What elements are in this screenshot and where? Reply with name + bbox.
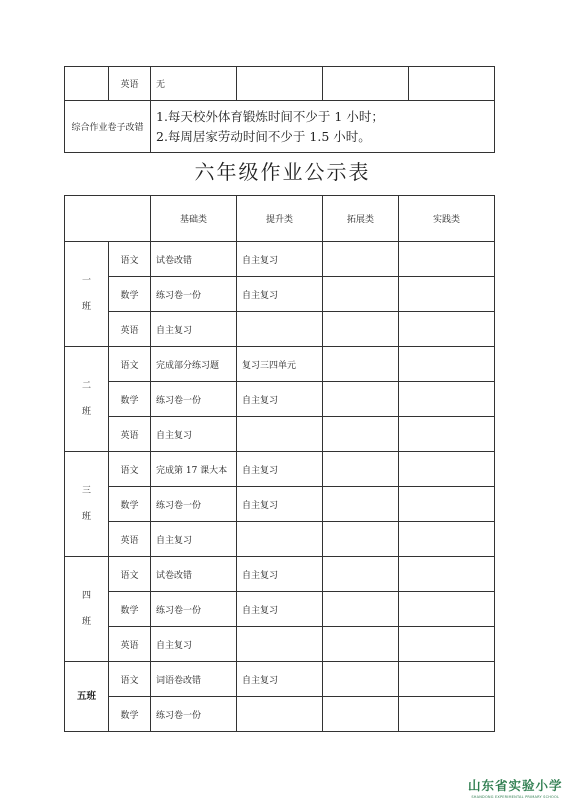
class-label: 班	[81, 302, 91, 312]
class-label-cell	[65, 452, 109, 557]
table-cell	[237, 67, 323, 101]
requirement-line: 1.每天校外体育锻炼时间不少于 1 小时；	[156, 108, 384, 124]
requirements-cell	[151, 101, 495, 153]
improve-cell: 自主复习	[237, 277, 323, 312]
improve-cell: 自主复习	[237, 452, 323, 487]
table-row	[65, 557, 495, 592]
improve-cell	[237, 627, 323, 662]
practice-cell	[399, 662, 495, 697]
class-label-cell	[65, 557, 109, 662]
class-label-cell	[65, 347, 109, 452]
basic-cell: 词语卷改错	[151, 662, 237, 697]
expand-cell	[323, 277, 399, 312]
class-label-cell	[65, 662, 109, 732]
table-row	[65, 452, 495, 487]
improve-cell: 自主复习	[237, 592, 323, 627]
header-row	[65, 196, 495, 242]
table-row	[65, 101, 495, 153]
table-cell	[65, 67, 109, 101]
table-row	[65, 697, 495, 732]
improve-cell: 自主复习	[237, 662, 323, 697]
practice-cell	[399, 242, 495, 277]
improve-cell	[237, 522, 323, 557]
basic-cell: 无	[151, 67, 237, 101]
practice-cell	[399, 697, 495, 732]
top-table	[64, 66, 495, 153]
expand-cell	[323, 347, 399, 382]
subject-cell: 语文	[109, 557, 151, 592]
practice-cell	[399, 277, 495, 312]
class-label: 班	[81, 512, 91, 522]
practice-cell	[399, 347, 495, 382]
school-name: 山东省实验小学	[468, 778, 563, 793]
expand-cell	[323, 242, 399, 277]
basic-cell: 练习卷一份	[151, 487, 237, 522]
header-basic: 基础类	[151, 196, 237, 242]
improve-cell	[237, 312, 323, 347]
table-row	[65, 592, 495, 627]
basic-cell: 练习卷一份	[151, 592, 237, 627]
table-row	[65, 662, 495, 697]
subject-cell: 英语	[109, 67, 151, 101]
expand-cell	[323, 522, 399, 557]
improve-cell: 自主复习	[237, 557, 323, 592]
class-label: 四	[81, 591, 91, 601]
practice-cell	[399, 522, 495, 557]
subject-cell: 数学	[109, 697, 151, 732]
table-row	[65, 277, 495, 312]
practice-cell	[399, 557, 495, 592]
class-label: 二	[81, 381, 91, 391]
page-title: 六年级作业公示表	[194, 160, 371, 184]
basic-cell: 练习卷一份	[151, 697, 237, 732]
class-label-cell	[65, 242, 109, 347]
expand-cell	[323, 662, 399, 697]
improve-cell: 自主复习	[237, 242, 323, 277]
requirement-line: 2.每周居家劳动时间不少于 1.5 小时。	[156, 128, 371, 144]
basic-cell: 自主复习	[151, 627, 237, 662]
basic-cell: 自主复习	[151, 417, 237, 452]
practice-cell	[399, 487, 495, 522]
school-logo	[468, 776, 563, 799]
class-label: 班	[81, 617, 91, 627]
table-row	[65, 522, 495, 557]
practice-cell	[399, 627, 495, 662]
subject-cell: 英语	[109, 522, 151, 557]
table-row	[65, 627, 495, 662]
class-label: 班	[81, 407, 91, 417]
basic-cell: 练习卷一份	[151, 382, 237, 417]
improve-cell	[237, 417, 323, 452]
practice-cell	[399, 312, 495, 347]
class-label: 五班	[76, 690, 96, 702]
basic-cell: 试卷改错	[151, 557, 237, 592]
improve-cell: 自主复习	[237, 382, 323, 417]
practice-cell	[399, 452, 495, 487]
table-row	[65, 347, 495, 382]
class-label: 三	[81, 486, 91, 496]
expand-cell	[323, 312, 399, 347]
basic-cell: 自主复习	[151, 312, 237, 347]
practice-cell	[399, 417, 495, 452]
subject-cell: 语文	[109, 242, 151, 277]
expand-cell	[323, 487, 399, 522]
subject-cell: 数学	[109, 277, 151, 312]
expand-cell	[323, 382, 399, 417]
subject-cell: 语文	[109, 452, 151, 487]
table-row	[65, 242, 495, 277]
subject-cell: 语文	[109, 347, 151, 382]
table-row	[65, 67, 495, 101]
subject-cell: 英语	[109, 312, 151, 347]
expand-cell	[323, 417, 399, 452]
table-cell	[409, 67, 495, 101]
table-row	[65, 417, 495, 452]
expand-cell	[323, 627, 399, 662]
expand-cell	[323, 557, 399, 592]
header-empty-cell	[65, 196, 151, 242]
subject-cell: 数学	[109, 382, 151, 417]
basic-cell: 完成第 17 课大本	[151, 452, 237, 487]
improve-cell: 自主复习	[237, 487, 323, 522]
subject-cell: 语文	[109, 662, 151, 697]
comprehensive-label: 综合作业卷子改错	[65, 101, 151, 153]
table-row	[65, 487, 495, 522]
subject-cell: 英语	[109, 627, 151, 662]
subject-cell: 数学	[109, 487, 151, 522]
table-row	[65, 382, 495, 417]
expand-cell	[323, 452, 399, 487]
header-practice: 实践类	[399, 196, 495, 242]
basic-cell: 完成部分练习题	[151, 347, 237, 382]
subject-cell: 数学	[109, 592, 151, 627]
class-label: 一	[81, 276, 91, 286]
practice-cell	[399, 382, 495, 417]
school-name-english: SHANDONG EXPERIMENTAL PRIMARY SCHOOL	[471, 795, 560, 799]
homework-table	[64, 195, 495, 732]
basic-cell: 试卷改错	[151, 242, 237, 277]
table-cell	[323, 67, 409, 101]
basic-cell: 自主复习	[151, 522, 237, 557]
header-improve: 提升类	[237, 196, 323, 242]
basic-cell: 练习卷一份	[151, 277, 237, 312]
improve-cell: 复习三四单元	[237, 347, 323, 382]
header-expand: 拓展类	[323, 196, 399, 242]
practice-cell	[399, 592, 495, 627]
improve-cell	[237, 697, 323, 732]
expand-cell	[323, 592, 399, 627]
table-row	[65, 312, 495, 347]
subject-cell: 英语	[109, 417, 151, 452]
expand-cell	[323, 697, 399, 732]
